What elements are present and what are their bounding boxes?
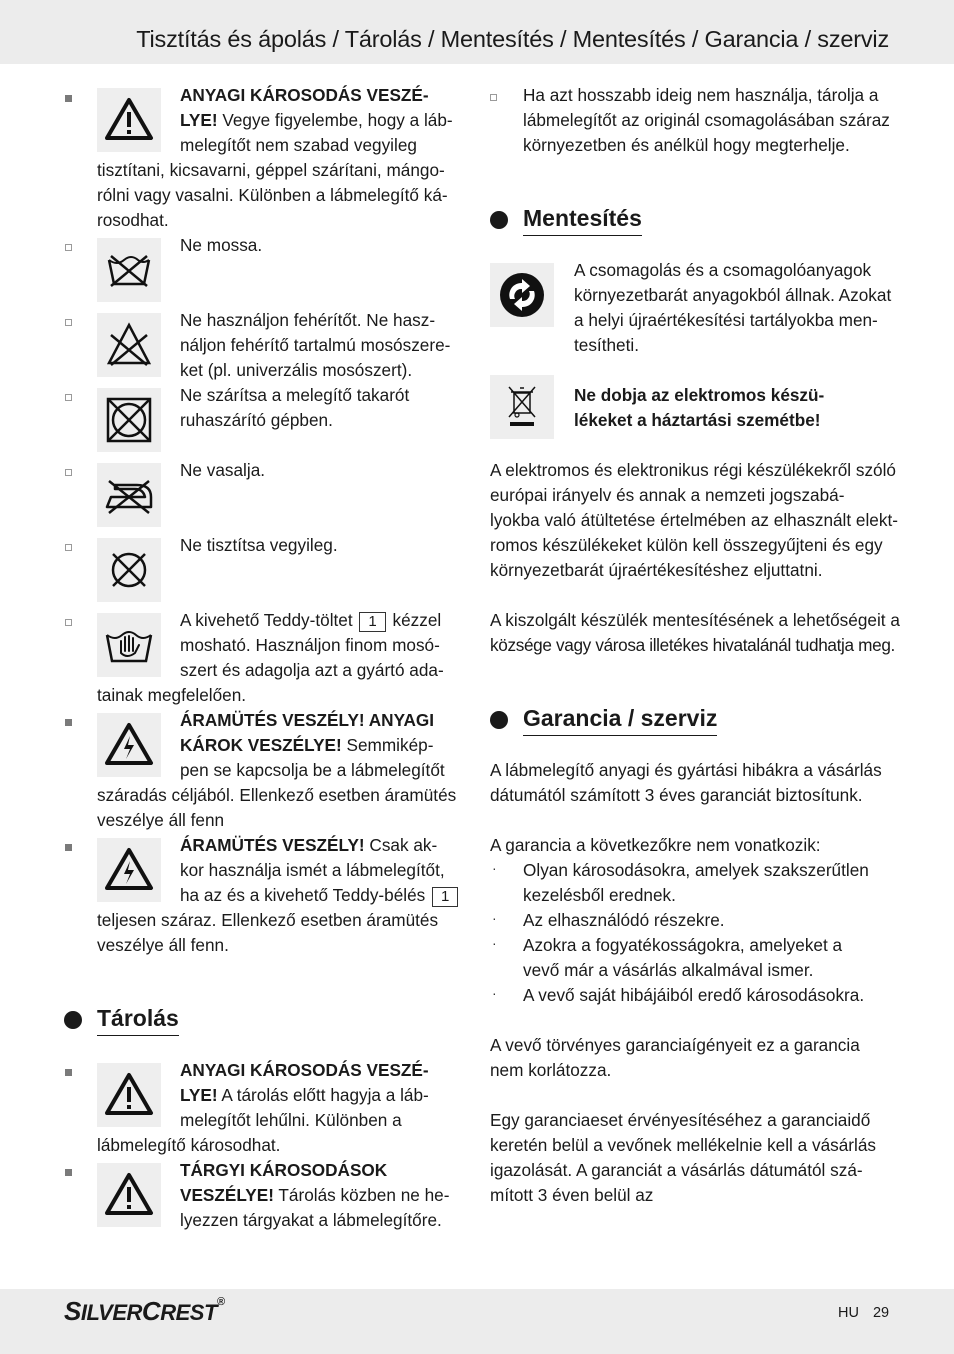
crossed-out-bin-icon (490, 375, 554, 439)
no-bleach-icon (97, 313, 161, 377)
logo-text: REST (160, 1300, 217, 1325)
storage-text: lábmelegítőt az originál csomagolásában száraz (523, 110, 890, 130)
warning-text-line: veszélye áll fenn. (97, 935, 229, 955)
text-span: Vegye figyelembe, hogy a láb- (222, 110, 453, 130)
list-item: Olyan károsodásokra, amelyek szakszerűtlen (523, 860, 869, 880)
no-dry-clean-icon (97, 538, 161, 602)
municipal-text: A kiszolgált készülék mentesítésének a lehetőségeit a (490, 610, 900, 630)
list-dot: · (492, 985, 497, 1001)
weee-text: környezetbarát újraértékesítéshez eljuttatni. (490, 560, 823, 580)
square-bullet (65, 95, 72, 102)
care-text: szert és adagolja azt a gyártó ada- (180, 660, 444, 680)
list-dot: · (492, 910, 497, 926)
warning-text-line: lyezzen tárgyakat a lábmelegítőre. (180, 1210, 442, 1230)
no-tumble-dry-icon (97, 388, 161, 452)
legal-text: nem korlátozza. (490, 1060, 612, 1080)
electric-shock-icon (97, 713, 161, 777)
warning-heading: ANYAGI KÁROSODÁS VESZÉ- (180, 1060, 429, 1080)
list-item: Az elhasználódó részekre. (523, 910, 725, 930)
warning-text-line (180, 1183, 449, 1208)
weee-text: romos készülékeket külön kell összegyűjteni és egy (490, 535, 883, 555)
care-text: Ne szárítsa a melegítő takarót (180, 385, 410, 405)
text-span: ha az és a kivehető Teddy-bélés (180, 885, 426, 905)
text-span: A kivehető Teddy-töltet (180, 610, 353, 630)
warning-text-line: tisztítani, kicsavarni, géppel szárítani, mángo- (97, 160, 445, 180)
page-title: Tisztítás és ápolás / Tárolás / Mentesítés / Mentesítés / Garancia / szerviz (136, 26, 889, 52)
care-text: ket (pl. univerzális mosószert). (180, 360, 413, 380)
section-title-disposal: Mentesítés (523, 204, 642, 236)
care-text: mosható. Használjon finom mosó- (180, 635, 440, 655)
open-bullet (490, 94, 497, 101)
logo-text: ILVER (80, 1300, 142, 1325)
claim-text: keretén belül a vevőnek mellékelnie kell a vásárlás (490, 1135, 876, 1155)
packaging-text: környezetbarát anyagokból állnak. Azokat (574, 285, 892, 305)
warning-text-line (180, 833, 437, 858)
list-dot: · (492, 935, 497, 951)
green-dot-recycling-icon (490, 263, 554, 327)
text-span: Semmikép- (346, 735, 434, 755)
warning-icon (97, 1063, 161, 1127)
language-code: HU (838, 1305, 859, 1321)
section-bullet (64, 1011, 82, 1029)
open-bullet (65, 319, 72, 326)
section-title-storage: Tárolás (97, 1004, 179, 1036)
care-text-line (180, 608, 441, 633)
weee-heading: lékeket a háztartási szemétbe! (574, 410, 821, 430)
warning-text-line: pen se kapcsolja be a lábmelegítőt (180, 760, 445, 780)
warning-heading: ÁRAMÜTÉS VESZÉLY! (180, 835, 365, 855)
warning-text-line: száradás céljából. Ellenkező esetben áramütés (97, 785, 457, 805)
warning-text-line (180, 883, 460, 908)
weee-heading: Ne dobja az elektromos készü- (574, 385, 825, 405)
care-text: Ne tisztítsa vegyileg. (180, 535, 338, 555)
open-bullet (65, 544, 72, 551)
warning-text-line: rólni vagy vasalni. Különben a lábmelegítő ká- (97, 185, 448, 205)
warning-text-line: melegítőt nem szabad vegyileg (180, 135, 417, 155)
warranty-text: dátumától számított 3 éves garanciát biztosítunk. (490, 785, 863, 805)
open-bullet (65, 244, 72, 251)
claim-text: igazolását. A garanciát a vásárlás dátumától szá- (490, 1160, 863, 1180)
footer-meta (838, 1305, 903, 1321)
text-span: Csak ak- (369, 835, 438, 855)
text-span: kézzel (392, 610, 442, 630)
claim-text: mított 3 éven belül az (490, 1185, 654, 1205)
part-number-box: 1 (359, 612, 385, 632)
page-number: 29 (872, 1305, 890, 1321)
list-item: Azokra a fogyatékosságokra, amelyeket a (523, 935, 843, 955)
warning-heading: TÁRGYI KÁROSODÁSOK (180, 1160, 388, 1180)
text-span: Tárolás közben ne he- (278, 1185, 450, 1205)
text-span: A tárolás előtt hagyja a láb- (221, 1085, 429, 1105)
list-item: A vevő saját hibájáiból eredő károsodásokra. (523, 985, 865, 1005)
warning-heading-end: KÁROK VESZÉLYE! (180, 735, 342, 755)
municipal-text: községe vagy városa illetékes hivatalánál tudhatja meg. (490, 635, 895, 655)
logo-letter: C (141, 1296, 161, 1326)
section-title-warranty: Garancia / szerviz (523, 704, 717, 736)
weee-text: európai irányelv és annak a nemzeti jogszabá- (490, 485, 845, 505)
square-bullet (65, 1069, 72, 1076)
warning-text-line: teljesen száraz. Ellenkező esetben áramütés (97, 910, 439, 930)
do-not-wash-icon (97, 238, 161, 302)
brand-logo (64, 1296, 225, 1327)
storage-text: környezetben és anélkül hogy megterhelje. (523, 135, 850, 155)
square-bullet (65, 1169, 72, 1176)
claim-text: Egy garanciaeset érvényesítéséhez a garanciaidő (490, 1110, 871, 1130)
legal-text: A vevő törvényes garanciaígényeit ez a garancia (490, 1035, 860, 1055)
packaging-text: tesítheti. (574, 335, 639, 355)
section-bullet (490, 711, 508, 729)
square-bullet (65, 719, 72, 726)
warning-heading-end: VESZÉLYE! (180, 1185, 274, 1205)
list-item: vevő már a vásárlás alkalmával ismer. (523, 960, 814, 980)
list-item: kezelésből erednek. (523, 885, 676, 905)
care-text: Ne használjon fehérítőt. Ne hasz- (180, 310, 436, 330)
care-text: ruhaszárító gépben. (180, 410, 333, 430)
care-text: Ne vasalja. (180, 460, 266, 480)
warning-text-line: melegítőt lehűlni. Különben a (180, 1110, 402, 1130)
open-bullet (65, 619, 72, 626)
warning-text-line (180, 108, 453, 133)
warranty-text: A lábmelegítő anyagi és gyártási hibákra a vásárlás (490, 760, 882, 780)
warning-text-line: veszélye áll fenn (97, 810, 225, 830)
electric-shock-icon (97, 838, 161, 902)
weee-text: A elektromos és elektronikus régi készülékekről szóló (490, 460, 896, 480)
warning-icon (97, 1163, 161, 1227)
weee-text: lyokba való átültetése értelmében az elhasznált elekt- (490, 510, 898, 530)
packaging-text: A csomagolás és a csomagolóanyagok (574, 260, 872, 280)
not-covered-heading: A garancia a következőkre nem vonatkozik: (490, 835, 821, 855)
list-dot: · (492, 860, 497, 876)
warning-heading: ANYAGI KÁROSODÁS VESZÉ- (180, 85, 429, 105)
part-number-box: 1 (432, 887, 458, 907)
square-bullet (65, 844, 72, 851)
warning-text-line: kor használja ismét a lábmelegítőt, (180, 860, 445, 880)
open-bullet (65, 469, 72, 476)
care-text: náljon fehérítő tartalmú mosószere- (180, 335, 451, 355)
section-bullet (490, 211, 508, 229)
warning-heading: ÁRAMÜTÉS VESZÉLY! ANYAGI (180, 710, 435, 730)
warning-heading-end: LYE! (180, 1085, 218, 1105)
care-text: tainak megfelelően. (97, 685, 247, 705)
warning-text-line: lábmelegítő károsodhat. (97, 1135, 281, 1155)
warning-icon (97, 88, 161, 152)
warning-text-line (180, 1083, 429, 1108)
warning-text-line (180, 733, 433, 758)
storage-text: Ha azt hosszabb ideig nem használja, tárolja a (523, 85, 879, 105)
registered-mark: ® (216, 1296, 225, 1308)
packaging-text: a helyi újraértékesítési tartályokba men- (574, 310, 878, 330)
hand-wash-icon (97, 613, 161, 677)
warning-heading-end: LYE! (180, 110, 218, 130)
logo-letter: S (64, 1296, 81, 1326)
care-text: Ne mossa. (180, 235, 263, 255)
warning-text-line: rosodhat. (97, 210, 169, 230)
do-not-iron-icon (97, 463, 161, 527)
open-bullet (65, 394, 72, 401)
